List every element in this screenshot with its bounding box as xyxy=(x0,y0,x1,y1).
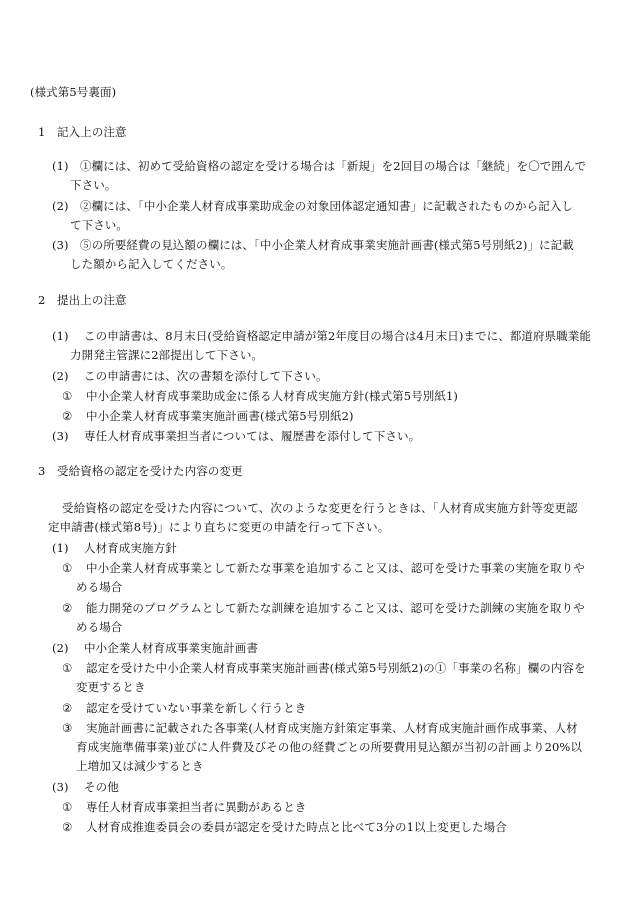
s2-item1-line2: 力開発主管課に2部提出して下さい。 xyxy=(70,348,264,362)
s3-g1-item2-num: ② xyxy=(62,601,73,615)
form-header: (様式第5号裏面) xyxy=(30,85,117,99)
s2-item2-num: (2) xyxy=(52,369,69,383)
s3-g2-item3-num: ③ xyxy=(62,721,73,735)
s2-item1-num: (1) xyxy=(52,329,69,343)
s2-sub1-num: ① xyxy=(62,389,73,403)
s3-g1-item1-line1: 中小企業人材育成事業として新たな事業を追加すること又は、認可を受けた事業の実施を取りや xyxy=(86,561,585,575)
s3-g2-item3-line3: 上増加又は減少するとき xyxy=(76,759,204,773)
s2-item2-text: この申請書には、次の書類を添付して下さい。 xyxy=(84,369,328,383)
s3-g1-num: (1) xyxy=(52,541,69,555)
section-2-title: 2 提出上の注意 xyxy=(38,293,127,307)
s3-g2-item1-line1: 認定を受けた中小企業人材育成事業実施計画書(様式第5号別紙2)の①「事業の名称」欄の内容を xyxy=(86,661,586,675)
s1-item2-line1: ②欄には、「中小企業人材育成事業助成金の対象団体認定通知書」に記載されたものから記入し xyxy=(80,199,574,213)
s3-g1-item1-num: ① xyxy=(62,561,73,575)
s3-g2-num: (2) xyxy=(52,641,69,655)
s2-sub2-num: ② xyxy=(62,409,73,423)
s3-g1-item2-line1: 能力開発のプログラムとして新たな訓練を追加すること又は、認可を受けた訓練の実施を取りや xyxy=(86,601,585,615)
s1-item1-num: (1) xyxy=(52,159,69,173)
s1-item2-line2: て下さい。 xyxy=(70,218,128,232)
section-3-title: 3 受給資格の認定を受けた内容の変更 xyxy=(38,464,243,478)
s3-g3-item1-line1: 専任人材育成事業担当者に異動があるとき xyxy=(86,800,307,814)
s3-g3-num: (3) xyxy=(52,780,69,794)
s3-g2-item1-line2: 変更するとき xyxy=(76,680,146,694)
s1-item3-num: (3) xyxy=(52,238,69,252)
section-1-title: 1 記入上の注意 xyxy=(38,125,127,139)
s3-g1-item1-line2: める場合 xyxy=(76,580,123,594)
s2-sub1-text: 中小企業人材育成事業助成金に係る人材育成実施方針(様式第5号別紙1) xyxy=(86,389,459,403)
s2-sub2-text: 中小企業人材育成事業実施計画書(様式第5号別紙2) xyxy=(86,409,354,423)
s3-g2-item2-num: ② xyxy=(62,701,73,715)
s1-item3-line2: した額から記入してください。 xyxy=(70,257,233,271)
s3-g1-item2-line2: める場合 xyxy=(76,620,123,634)
s2-item1-line1: この申請書は、8月末日(受給資格認定申請が第2年度目の場合は4月末日)までに、都道府県職業能 xyxy=(84,329,592,343)
s3-g2-item3-line2: 育成実施準備事業)並びに人件費及びその他の経費ごとの所要費用見込額が当初の計画より20%以 xyxy=(76,740,583,754)
s3-g3-item2-num: ② xyxy=(62,820,73,834)
s3-intro-line2: 定申請書(様式第8号)」により直ちに変更の申請を行って下さい。 xyxy=(48,520,390,534)
s2-item3-text: 専任人材育成事業担当者については、履歴書を添付して下さい。 xyxy=(84,429,421,443)
s3-g3-title: その他 xyxy=(84,780,119,794)
s1-item3-line1: ⑤の所要経費の見込額の欄には、「中小企業人材育成事業実施計画書(様式第5号別紙2)」に記載 xyxy=(80,238,574,252)
s3-g2-item3-line1: 実施計画書に記載された各事業(人材育成実施方針策定事業、人材育成実施計画作成事業、人材 xyxy=(86,721,578,735)
s1-item1-line2: 下さい。 xyxy=(70,178,117,192)
s1-item1-line1: ①欄には、初めて受給資格の認定を受ける場合は「新規」を2回目の場合は「継続」を〇で囲んで xyxy=(80,159,587,173)
s3-g3-item2-line1: 人材育成推進委員会の委員が認定を受けた時点と比べて3分の1以上変更した場合 xyxy=(86,820,507,834)
s3-g2-item2-line1: 認定を受けていない事業を新しく行うとき xyxy=(86,701,307,715)
s2-item3-num: (3) xyxy=(52,429,69,443)
s3-g1-title: 人材育成実施方針 xyxy=(84,541,177,555)
s1-item2-num: (2) xyxy=(52,199,69,213)
s3-g2-item1-num: ① xyxy=(62,661,73,675)
s3-g3-item1-num: ① xyxy=(62,800,73,814)
s3-g2-title: 中小企業人材育成事業実施計画書 xyxy=(84,641,258,655)
s3-intro-line1: 受給資格の認定を受けた内容について、次のような変更を行うときは、「人材育成実施方針等変更認 xyxy=(62,501,578,515)
